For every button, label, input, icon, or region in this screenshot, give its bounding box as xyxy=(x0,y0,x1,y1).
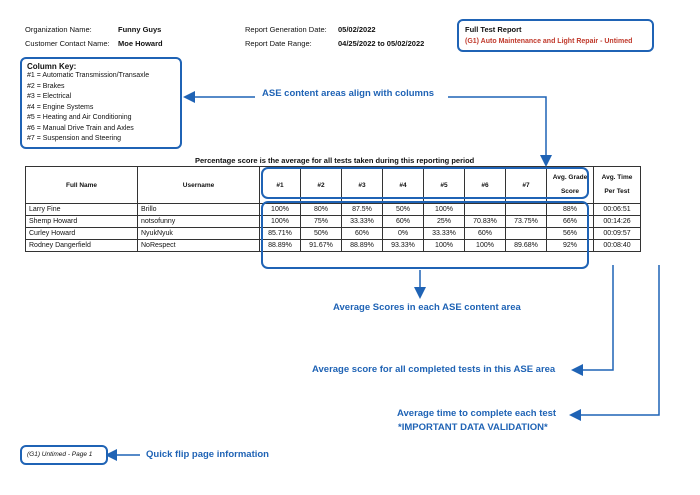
cell-full-name: Shemp Howard xyxy=(26,216,138,228)
cell-score: 88.89% xyxy=(342,240,383,252)
col-header-avg-grade: Avg. Grade Score xyxy=(547,167,594,204)
cell-avg-grade: 56% xyxy=(547,228,594,240)
cell-avg-grade: 66% xyxy=(547,216,594,228)
annotation-ase-align: ASE content areas align with columns xyxy=(262,88,435,99)
cell-score: 60% xyxy=(342,228,383,240)
cell-score: 70.83% xyxy=(465,216,506,228)
cell-full-name: Larry Fine xyxy=(26,204,138,216)
gen-date-label: Report Generation Date: xyxy=(245,25,327,34)
org-name-value: Funny Guys xyxy=(118,25,162,34)
col-header-avg-time: Avg. Time Per Test xyxy=(594,167,641,204)
cell-score: 60% xyxy=(383,216,424,228)
annotation-avg-time-2: *IMPORTANT DATA VALIDATION* xyxy=(398,422,548,433)
data-columns-highlight xyxy=(262,202,588,268)
report-title: Full Test Report xyxy=(465,25,522,34)
cell-username: NoRespect xyxy=(138,240,260,252)
annotation-avg-scores: Average Scores in each ASE content area xyxy=(333,302,521,313)
cell-score: 73.75% xyxy=(506,216,547,228)
cell-score: 50% xyxy=(301,228,342,240)
contact-label: Customer Contact Name: xyxy=(25,39,110,48)
annotation-avg-completed: Average score for all completed tests in this ASE area xyxy=(312,364,556,375)
cell-avg-grade: 92% xyxy=(547,240,594,252)
cell-avg-grade: 88% xyxy=(547,204,594,216)
table-subtitle: Percentage score is the average for all tests taken during this reporting period xyxy=(195,156,475,165)
cell-score: 25% xyxy=(424,216,465,228)
cell-avg-time: 00:08:40 xyxy=(594,240,641,252)
annotation-avg-time-1: Average time to complete each test xyxy=(397,408,557,419)
date-range-label: Report Date Range: xyxy=(245,39,312,48)
col-header-5: #5 xyxy=(424,167,465,204)
cell-username: Brillo xyxy=(138,204,260,216)
column-key-item: #3 = Electrical xyxy=(27,93,72,100)
cell-score: 100% xyxy=(260,204,301,216)
cell-avg-time: 00:14:26 xyxy=(594,216,641,228)
header-columns-highlight xyxy=(262,168,588,198)
column-key-item: #1 = Automatic Transmission/Transaxle xyxy=(27,72,150,79)
cell-full-name: Rodney Dangerfield xyxy=(26,240,138,252)
col-header-full-name: Full Name xyxy=(26,167,138,204)
cell-username: NyukNyuk xyxy=(138,228,260,240)
col-header-6: #6 xyxy=(465,167,506,204)
cell-score: 85.71% xyxy=(260,228,301,240)
cell-score: 100% xyxy=(465,240,506,252)
col-header-2: #2 xyxy=(301,167,342,204)
cell-score: 80% xyxy=(301,204,342,216)
cell-avg-time: 00:09:57 xyxy=(594,228,641,240)
cell-score: 33.33% xyxy=(424,228,465,240)
column-key-item: #4 = Engine Systems xyxy=(27,103,94,111)
cell-score: 89.68% xyxy=(506,240,547,252)
cell-full-name: Curley Howard xyxy=(26,228,138,240)
col-header-3: #3 xyxy=(342,167,383,204)
column-key-title: Column Key: xyxy=(27,62,77,71)
footer-page-label: (G1) Untimed - Page 1 xyxy=(27,451,93,458)
column-key-item: #6 = Manual Drive Train and Axles xyxy=(27,124,134,132)
cell-score: 50% xyxy=(383,204,424,216)
cell-score: 100% xyxy=(424,204,465,216)
cell-score: 60% xyxy=(465,228,506,240)
column-key-item: #2 = Brakes xyxy=(27,82,65,90)
cell-score: 87.5% xyxy=(342,204,383,216)
column-key-item: #7 = Suspension and Steering xyxy=(27,135,121,142)
cell-username: notsofunny xyxy=(138,216,260,228)
gen-date-value: 05/02/2022 xyxy=(338,25,376,34)
cell-avg-time: 00:06:51 xyxy=(594,204,641,216)
column-key-item: #5 = Heating and Air Conditioning xyxy=(27,114,132,121)
cell-score: 88.89% xyxy=(260,240,301,252)
col-header-username: Username xyxy=(138,167,260,204)
cell-score: 33.33% xyxy=(342,216,383,228)
col-header-7: #7 xyxy=(506,167,547,204)
col-header-4: #4 xyxy=(383,167,424,204)
col-header-1: #1 xyxy=(260,167,301,204)
arrow-avg-time xyxy=(572,265,659,415)
cell-score: 100% xyxy=(424,240,465,252)
footer-page-box xyxy=(20,445,108,465)
date-range-value: 04/25/2022 to 05/02/2022 xyxy=(338,39,425,48)
cell-score: 75% xyxy=(301,216,342,228)
annotation-quick-flip: Quick flip page information xyxy=(146,449,269,460)
cell-score: 93.33% xyxy=(383,240,424,252)
cell-score: 100% xyxy=(260,216,301,228)
arrow-to-header-columns xyxy=(448,97,546,164)
cell-score: 0% xyxy=(383,228,424,240)
report-subtitle: (G1) Auto Maintenance and Light Repair - Untimed xyxy=(465,38,633,45)
contact-value: Moe Howard xyxy=(118,39,163,48)
org-name-label: Organization Name: xyxy=(25,25,92,34)
arrow-avg-grade xyxy=(574,265,613,370)
cell-score: 91.67% xyxy=(301,240,342,252)
